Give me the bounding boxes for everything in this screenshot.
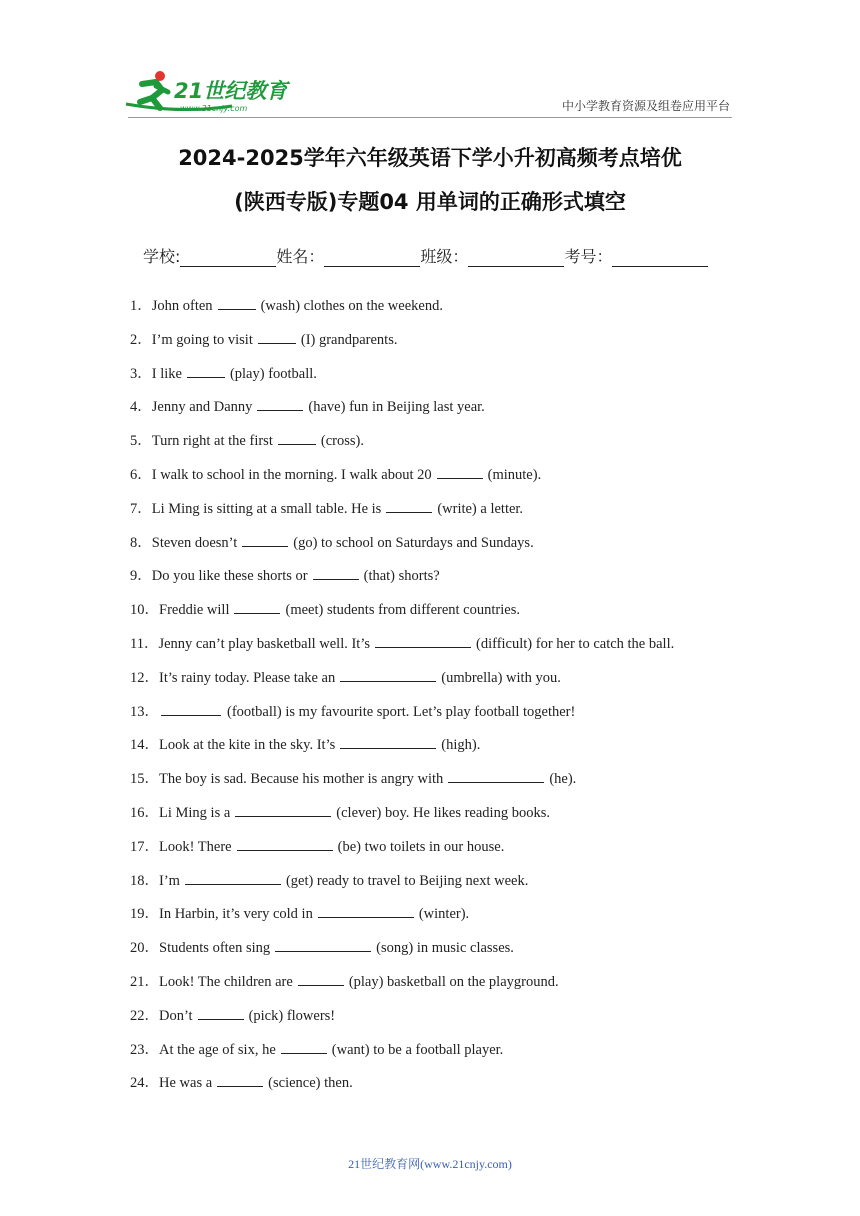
question-number: 21． [130,973,159,990]
question-item [130,397,750,431]
question-number: 19． [130,906,159,923]
question-item [130,1040,750,1074]
question-text-before: It’s rainy today. Please take an [159,669,336,686]
answer-blank[interactable] [187,365,225,378]
question-text-before: He was a [159,1075,213,1092]
question-text-after: (minute). [487,466,542,483]
question-item [130,938,750,972]
answer-blank[interactable] [275,939,371,952]
student-info-row [143,244,708,267]
page-header [0,0,860,125]
question-item [130,533,750,567]
question-text-before: I’m going to visit [151,331,253,348]
school-blank[interactable] [180,250,276,267]
question-number: 17． [130,838,159,855]
question-text-after: (play) football. [229,365,317,382]
question-text-before: Jenny and Danny [151,399,253,416]
answer-blank[interactable] [386,500,432,513]
question-number: 10． [130,602,159,619]
question-number: 1． [130,298,152,314]
question-number: 20． [130,940,159,957]
question-text-before: I’m [159,872,180,889]
question-text-before: Look! There [159,838,232,855]
question-number: 3． [130,365,152,382]
answer-blank[interactable] [281,1041,327,1054]
question-text-after: (difficult) for her to catch the ball. [476,635,675,652]
question-text-before: Don’t [159,1007,193,1024]
question-text-before: Freddie will [159,602,230,619]
question-text-after: (write) a letter. [437,500,524,517]
answer-blank[interactable] [278,432,316,445]
question-text-after: (football) is my favourite sport. Let’s play football together! [227,703,576,720]
question-number: 5． [130,433,152,450]
question-number: 14． [130,737,159,754]
exam-number-label: 考号： [564,247,613,266]
logo [122,68,292,116]
school-label: 学校: [143,247,181,266]
question-item [130,634,750,668]
question-item [130,499,750,533]
question-item [130,702,750,736]
answer-blank[interactable] [340,669,436,682]
answer-blank[interactable] [235,804,331,817]
name-label: 姓名： [276,247,325,266]
question-text-after: (I) grandparents. [300,331,398,348]
question-number: 22． [130,1007,159,1024]
question-item [130,1073,750,1107]
question-item [130,330,750,364]
question-text-after: (get) ready to travel to Beijing next week. [285,872,529,889]
answer-blank[interactable] [448,770,544,783]
question-number: 8． [130,534,152,551]
class-label: 班级： [420,247,469,266]
answer-blank[interactable] [258,331,296,344]
question-item [130,364,750,398]
answer-blank[interactable] [185,872,281,885]
question-item [130,465,750,499]
question-text-before: Jenny can’t play basketball well. It’s [158,635,371,652]
question-text-before: At the age of six, he [159,1041,276,1058]
answer-blank[interactable] [257,398,303,411]
question-text-after: (winter). [418,906,470,923]
name-blank[interactable] [324,250,420,267]
answer-blank[interactable] [237,838,333,851]
question-text-after: (cross). [320,433,364,450]
question-text-before: Do you like these shorts or [151,568,308,585]
question-item [130,668,750,702]
question-text-after: (want) to be a football player. [331,1041,504,1058]
question-text-after: (science) then. [268,1075,353,1092]
question-text-after: (he). [549,771,577,788]
question-item [130,735,750,769]
question-text-before: Turn right at the first [151,433,273,450]
answer-blank[interactable] [298,973,344,986]
question-number: 11． [130,635,159,652]
question-text-after: (go) to school on Saturdays and Sundays. [293,534,534,551]
question-text-before: John often [151,298,213,314]
question-text-before: Look at the kite in the sky. It’s [159,737,336,754]
question-text-after: (pick) flowers! [248,1007,336,1024]
school-field [143,244,276,267]
answer-blank[interactable] [437,466,483,479]
document-title: 2024-2025学年六年级英语下学小升初高频考点培优 [178,146,682,170]
answer-blank[interactable] [217,1074,263,1087]
class-blank[interactable] [468,250,564,267]
question-item [130,566,750,600]
name-field [276,244,420,267]
question-text-after: (song) in music classes. [376,940,514,957]
question-text-before: Li Ming is a [159,804,231,821]
question-number: 18． [130,872,159,889]
question-item [130,803,750,837]
question-item [130,904,750,938]
question-number: 4． [130,399,152,416]
exam-number-blank[interactable] [612,250,708,267]
answer-blank[interactable] [161,703,221,716]
question-number: 16． [130,804,159,821]
question-text-after: (be) two toilets in our house. [337,838,505,855]
question-text-before: In Harbin, it’s very cold in [159,906,313,923]
question-item [130,837,750,871]
question-number: 13． [130,703,159,720]
question-text-after: (play) basketball on the playground. [348,973,559,990]
question-number: 12． [130,669,159,686]
exam-number-field [564,244,708,267]
question-text-before: The boy is sad. Because his mother is angry with [159,771,444,788]
answer-blank[interactable] [313,567,359,580]
answer-blank[interactable] [340,736,436,749]
question-text-after: (that) shorts? [363,568,440,585]
question-number: 7． [130,500,152,517]
question-text-after: (have) fun in Beijing last year. [308,399,485,416]
question-text-after: (clever) boy. He likes reading books. [336,804,550,821]
question-text-before: Students often sing [159,940,271,957]
header-divider [128,117,732,118]
question-number: 24． [130,1075,159,1092]
question-item [130,1006,750,1040]
platform-tagline: 中小学教育资源及组卷应用平台 [561,99,730,113]
svg-text:www.21cnjy.com: www.21cnjy.com [180,104,248,113]
answer-blank[interactable] [218,297,256,310]
question-list [130,296,750,1107]
question-text-before: Look! The children are [159,973,293,990]
question-number: 9． [130,568,152,585]
answer-blank[interactable] [242,534,288,547]
question-item [130,600,750,634]
answer-blank[interactable] [198,1007,244,1020]
question-number: 2． [130,331,152,348]
question-item [130,769,750,803]
question-number: 6． [130,466,152,483]
question-item [130,972,750,1006]
runner-logo-icon [122,68,292,116]
question-number: 15． [130,771,159,788]
question-text-after: (high). [441,737,481,754]
question-text-before: I like [151,365,182,382]
question-text-before: Steven doesn’t [151,534,238,551]
question-number: 23． [130,1041,159,1058]
answer-blank[interactable] [318,905,414,918]
answer-blank[interactable] [375,635,471,648]
question-text-before: I walk to school in the morning. I walk about 20 [151,466,432,483]
question-text-before: Li Ming is sitting at a small table. He is [151,500,382,517]
svg-text:21世纪教育: 21世纪教育 [174,79,288,103]
question-text-after: (meet) students from different countries. [285,602,520,619]
page-footer: 21世纪教育网(www.21cnjy.com) [348,1157,512,1171]
answer-blank[interactable] [234,601,280,614]
document-subtitle: (陕西专版)专题04 用单词的正确形式填空 [234,190,626,214]
question-text-after: (wash) clothes on the weekend. [260,298,443,314]
class-field [420,244,564,267]
question-item [130,296,750,330]
question-text-after: (umbrella) with you. [441,669,561,686]
question-item [130,871,750,905]
question-item [130,431,750,465]
